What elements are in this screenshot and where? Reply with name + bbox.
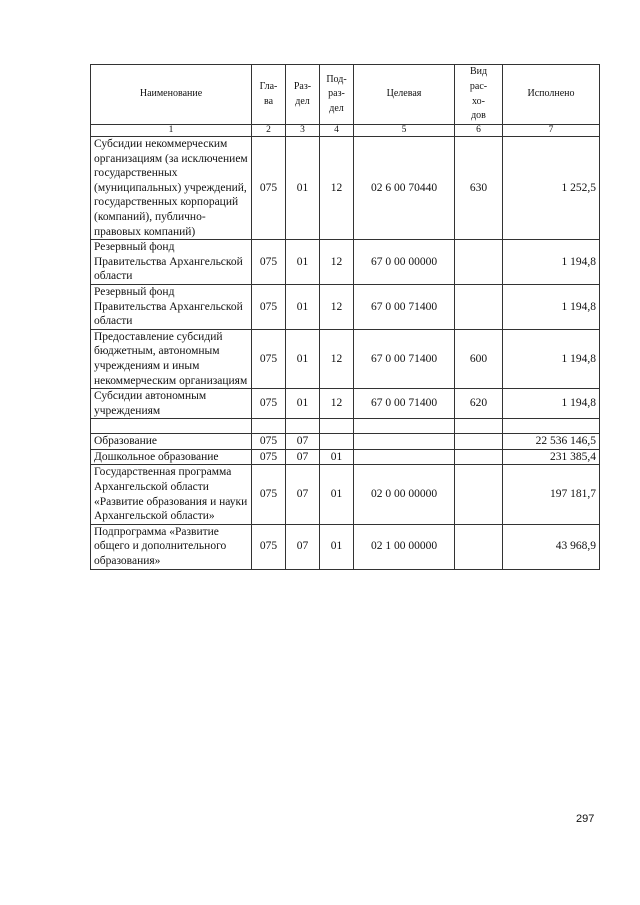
cell-target xyxy=(354,449,455,465)
cell-subsection: 01 xyxy=(320,449,354,465)
table-row xyxy=(91,434,600,450)
cell-target xyxy=(354,419,455,434)
header-chapter-text: Гла- ва xyxy=(259,80,278,107)
cell-chapter: 075 xyxy=(252,284,286,329)
table-row xyxy=(91,449,600,465)
table-row xyxy=(91,284,600,329)
cell-target: 67 0 00 00000 xyxy=(354,240,455,285)
cell-section: 01 xyxy=(286,329,320,388)
cell-section: 01 xyxy=(286,240,320,285)
cell-name: Государственная программа Архангельской области «Развитие образования и науки Архангельской области» xyxy=(91,465,252,524)
cell-executed: 231 385,4 xyxy=(503,449,600,465)
header-section-text: Раз- дел xyxy=(293,80,312,107)
cell-expense-type xyxy=(455,465,503,524)
header-name-text: Наименование xyxy=(139,88,203,100)
header-chapter xyxy=(252,65,286,125)
header-section xyxy=(286,65,320,125)
column-number-row xyxy=(91,125,600,137)
cell-subsection: 12 xyxy=(320,137,354,240)
column-number: 5 xyxy=(354,125,455,137)
table-row xyxy=(91,524,600,569)
column-number: 1 xyxy=(91,125,252,137)
cell-target xyxy=(354,434,455,450)
cell-executed: 1 252,5 xyxy=(503,137,600,240)
cell-executed xyxy=(503,419,600,434)
cell-expense-type: 600 xyxy=(455,329,503,388)
cell-expense-type: 630 xyxy=(455,137,503,240)
cell-name: Субсидии некоммерческим организациям (за исключением государственных (муниципальных) учреждений, государственных корпораций (компаний), публично-правовых компаний) xyxy=(91,137,252,240)
cell-section: 01 xyxy=(286,137,320,240)
cell-section: 01 xyxy=(286,389,320,419)
cell-executed: 1 194,8 xyxy=(503,389,600,419)
cell-section: 07 xyxy=(286,524,320,569)
column-number: 6 xyxy=(455,125,503,137)
table-row xyxy=(91,419,600,434)
cell-subsection: 01 xyxy=(320,524,354,569)
cell-executed: 22 536 146,5 xyxy=(503,434,600,450)
column-number: 2 xyxy=(252,125,286,137)
cell-section: 07 xyxy=(286,465,320,524)
cell-target: 02 0 00 00000 xyxy=(354,465,455,524)
cell-target: 67 0 00 71400 xyxy=(354,329,455,388)
cell-chapter xyxy=(252,419,286,434)
header-executed-text: Исполнено xyxy=(527,88,575,100)
cell-chapter: 075 xyxy=(252,434,286,450)
cell-name: Дошкольное образование xyxy=(91,449,252,465)
cell-expense-type xyxy=(455,284,503,329)
cell-expense-type xyxy=(455,240,503,285)
cell-target: 02 6 00 70440 xyxy=(354,137,455,240)
cell-chapter: 075 xyxy=(252,389,286,419)
table-row xyxy=(91,137,600,240)
cell-section: 07 xyxy=(286,449,320,465)
table-row xyxy=(91,465,600,524)
cell-subsection xyxy=(320,419,354,434)
header-target xyxy=(354,65,455,125)
cell-section xyxy=(286,419,320,434)
cell-subsection xyxy=(320,434,354,450)
header-row xyxy=(91,65,600,125)
budget-table xyxy=(90,64,600,570)
cell-chapter: 075 xyxy=(252,465,286,524)
cell-subsection: 12 xyxy=(320,284,354,329)
header-target-text: Целевая xyxy=(386,88,422,100)
cell-chapter: 075 xyxy=(252,329,286,388)
table-row xyxy=(91,240,600,285)
cell-executed: 1 194,8 xyxy=(503,284,600,329)
cell-chapter: 075 xyxy=(252,449,286,465)
header-subsection-text: Под- раз- дел xyxy=(326,73,347,114)
table-row xyxy=(91,329,600,388)
cell-expense-type xyxy=(455,419,503,434)
cell-expense-type: 620 xyxy=(455,389,503,419)
cell-executed: 43 968,9 xyxy=(503,524,600,569)
cell-subsection: 01 xyxy=(320,465,354,524)
cell-name: Предоставление субсидий бюджетным, автономным учреждениям и иным некоммерческим организациям xyxy=(91,329,252,388)
cell-subsection: 12 xyxy=(320,240,354,285)
column-number: 4 xyxy=(320,125,354,137)
column-number: 3 xyxy=(286,125,320,137)
cell-chapter: 075 xyxy=(252,524,286,569)
cell-expense-type xyxy=(455,449,503,465)
header-expense-type-text: Вид рас- хо- дов xyxy=(469,66,488,122)
cell-executed: 197 181,7 xyxy=(503,465,600,524)
header-executed xyxy=(503,65,600,125)
cell-section: 01 xyxy=(286,284,320,329)
header-name xyxy=(91,65,252,125)
cell-executed: 1 194,8 xyxy=(503,240,600,285)
cell-subsection: 12 xyxy=(320,329,354,388)
cell-target: 67 0 00 71400 xyxy=(354,284,455,329)
header-subsection xyxy=(320,65,354,125)
cell-name: Субсидии автономным учреждениям xyxy=(91,389,252,419)
cell-executed: 1 194,8 xyxy=(503,329,600,388)
cell-chapter: 075 xyxy=(252,240,286,285)
cell-expense-type xyxy=(455,434,503,450)
column-number: 7 xyxy=(503,125,600,137)
cell-target: 67 0 00 71400 xyxy=(354,389,455,419)
cell-target: 02 1 00 00000 xyxy=(354,524,455,569)
cell-section: 07 xyxy=(286,434,320,450)
cell-name xyxy=(91,419,252,434)
cell-name: Подпрограмма «Развитие общего и дополнительного образования» xyxy=(91,524,252,569)
cell-name: Резервный фонд Правительства Архангельской области xyxy=(91,240,252,285)
cell-chapter: 075 xyxy=(252,137,286,240)
cell-name: Резервный фонд Правительства Архангельской области xyxy=(91,284,252,329)
header-expense-type xyxy=(455,65,503,125)
cell-expense-type xyxy=(455,524,503,569)
table-row xyxy=(91,389,600,419)
cell-subsection: 12 xyxy=(320,389,354,419)
cell-name: Образование xyxy=(91,434,252,450)
page-number: 297 xyxy=(576,813,595,825)
